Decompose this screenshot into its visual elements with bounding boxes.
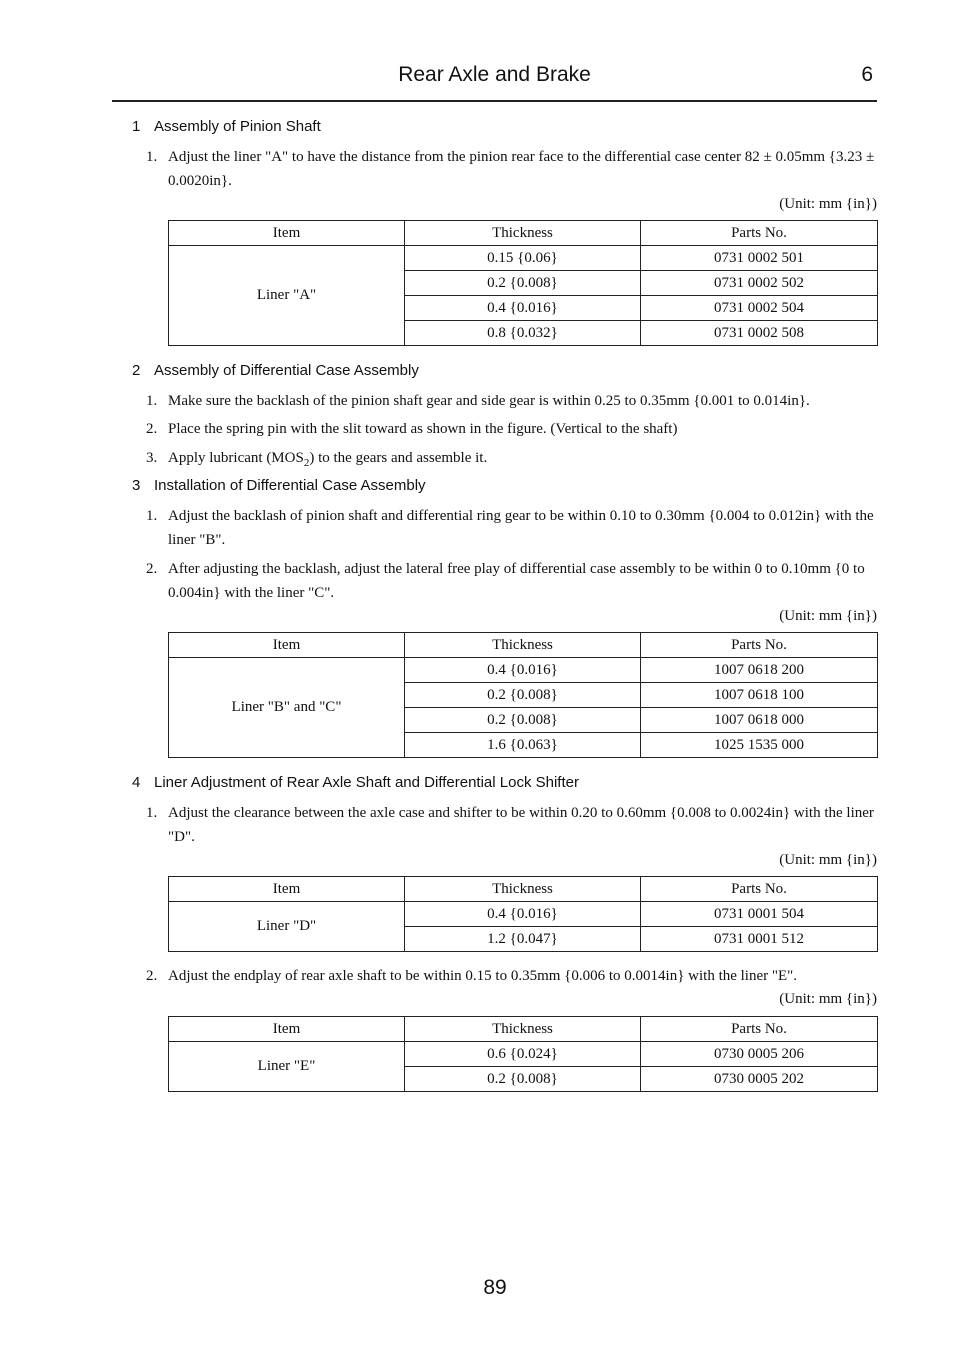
header-item: Item [169,877,405,902]
item-cell: Liner "A" [169,246,405,346]
table-header-row [169,877,878,902]
thickness-cell: 1.2 {0.047} [405,927,641,952]
unit-label: (Unit: mm {in}) [779,852,877,868]
parts-cell: 0730 0005 202 [641,1067,878,1092]
thickness-cell: 1.6 {0.063} [405,733,641,758]
header-thickness: Thickness [405,877,641,902]
thickness-cell: 0.6 {0.024} [405,1042,641,1067]
section-heading-4: 4 Liner Adjustment of Rear Axle Shaft and Differential Lock Shifter [132,774,579,791]
thickness-cell: 0.8 {0.032} [405,321,641,346]
page-header [112,58,877,102]
thickness-cell: 0.15 {0.06} [405,246,641,271]
item-cell: Liner "D" [169,902,405,952]
unit-label: (Unit: mm {in}) [779,608,877,624]
step-2-2: 2. Place the spring pin with the slit toward as shown in the figure. (Vertical to the shaft) [146,421,678,437]
unit-label: (Unit: mm {in}) [779,991,877,1007]
section-heading-3: 3 Installation of Differential Case Assembly [132,477,426,494]
thickness-cell: 0.2 {0.008} [405,1067,641,1092]
table-header-row [169,221,878,246]
parts-cell: 1007 0618 000 [641,708,878,733]
step-1-1: 1. Adjust the liner "A" to have the distance from the pinion rear face to the differential case center 82 ± 0.05mm {3.23 ± 0.0020in}. [146,149,875,189]
liner-d-table [168,876,878,952]
step-3-2: 2. After adjusting the backlash, adjust the lateral free play of differential case assembly to be within 0 to 0.10mm {0 to 0.004in} with the liner "C". [146,561,865,601]
section-heading-1: 1 Assembly of Pinion Shaft [132,118,321,135]
liner-e-table [168,1016,878,1092]
step-4-1: 1. Adjust the clearance between the axle case and shifter to be within 0.20 to 0.60mm {0.008 to 0.0024in} with the liner "D". [146,805,874,845]
parts-cell: 0731 0001 504 [641,902,878,927]
thickness-cell: 0.4 {0.016} [405,296,641,321]
table-header-row [169,1017,878,1042]
parts-cell: 0731 0002 508 [641,321,878,346]
table-row [169,1042,878,1067]
header-parts: Parts No. [641,221,878,246]
header-thickness: Thickness [405,1017,641,1042]
thickness-cell: 0.4 {0.016} [405,658,641,683]
header-thickness: Thickness [405,633,641,658]
thickness-cell: 0.2 {0.008} [405,271,641,296]
step-4-2: 2. Adjust the endplay of rear axle shaft to be within 0.15 to 0.35mm {0.006 to 0.0014in} with the liner "E". [146,968,798,984]
liner-a-table [168,220,878,346]
header-parts: Parts No. [641,1017,878,1042]
unit-label: (Unit: mm {in}) [779,196,877,212]
table-header-row [169,633,878,658]
header-item: Item [169,221,405,246]
step-2-1: 1. Make sure the backlash of the pinion shaft gear and side gear is within 0.25 to 0.35mm {0.001 to 0.014in}. [146,393,810,409]
header-item: Item [169,633,405,658]
parts-cell: 0731 0002 504 [641,296,878,321]
liner-bc-table [168,632,878,758]
parts-cell: 0731 0001 512 [641,927,878,952]
thickness-cell: 0.2 {0.008} [405,708,641,733]
header-parts: Parts No. [641,877,878,902]
header-thickness: Thickness [405,221,641,246]
chapter-number: 6 [861,63,873,86]
parts-cell: 0731 0002 501 [641,246,878,271]
thickness-cell: 0.4 {0.016} [405,902,641,927]
table-row [169,902,878,927]
thickness-cell: 0.2 {0.008} [405,683,641,708]
page-number: 89 [483,1276,507,1299]
step-3-1: 1. Adjust the backlash of pinion shaft and differential ring gear to be within 0.10 to 0.30mm {0.004 to 0.012in} with the liner "B". [146,508,874,548]
header-item: Item [169,1017,405,1042]
step-2-3: 3. Apply lubricant $(MOS_2)$ to the gears and assemble it. [146,450,488,469]
parts-cell: 0730 0005 206 [641,1042,878,1067]
parts-cell: 1025 1535 000 [641,733,878,758]
table-row [169,246,878,271]
parts-cell: 0731 0002 502 [641,271,878,296]
parts-cell: 1007 0618 100 [641,683,878,708]
table-row [169,658,878,683]
section-heading-2: 2 Assembly of Differential Case Assembly [132,362,419,379]
page-title: Rear Axle and Brake [398,63,591,86]
header-parts: Parts No. [641,633,878,658]
item-cell: Liner "E" [169,1042,405,1092]
parts-cell: 1007 0618 200 [641,658,878,683]
item-cell: Liner "B" and "C" [169,658,405,758]
